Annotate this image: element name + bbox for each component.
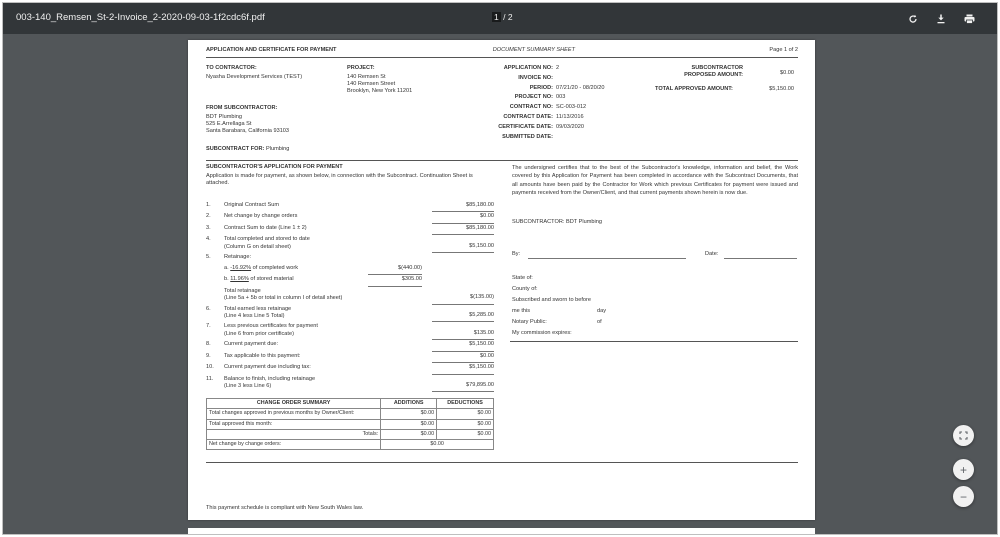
page-label: Page 1 of 2 [769, 47, 798, 53]
line-text: Current payment due: [224, 341, 279, 348]
table-row [207, 419, 494, 429]
total-approved-label: TOTAL APPROVED AMOUNT: [655, 86, 733, 92]
deductions-cell: $0.00 [437, 419, 494, 429]
payment-line [206, 306, 494, 323]
line-text: Total earned less retainage [224, 305, 292, 312]
document-title: APPLICATION AND CERTIFICATE FOR PAYMENT [206, 47, 337, 53]
line-description [224, 376, 430, 391]
line-text: Total completed and stored to date [224, 236, 310, 243]
payment-line [206, 323, 494, 340]
info-value: SC-003-012 [556, 104, 587, 111]
print-icon [964, 14, 975, 24]
document-viewport[interactable] [3, 34, 997, 535]
retainage-a-percent: -16.92% [230, 265, 252, 272]
label-line: Total retainage [224, 287, 261, 294]
payment-line [206, 254, 494, 264]
empty-cell [430, 272, 494, 273]
line-number: 10. [206, 364, 214, 371]
payment-lines [206, 202, 494, 393]
prefix: a. [224, 265, 229, 272]
line-number: 4. [206, 236, 211, 243]
line-description [224, 202, 430, 209]
line-text: Balance to finish, including retainage [224, 375, 316, 382]
table-row [207, 440, 494, 450]
to-contractor-label: TO CONTRACTOR: [206, 65, 257, 71]
line-value: $5,150.00 [430, 341, 494, 349]
subcontractor-signature-label: SUBCONTRACTOR: BDT Plumbing [512, 219, 602, 225]
line-value: $5,150.00 [430, 364, 494, 372]
document-subtitle: DOCUMENT SUMMARY SHEET [492, 47, 576, 53]
subcontract-for-label: SUBCONTRACT FOR: [206, 146, 265, 152]
fit-page-button[interactable] [953, 425, 974, 446]
fit-page-icon [959, 431, 968, 440]
me-this: me this [512, 307, 531, 314]
page-indicator [492, 12, 513, 22]
divider [510, 341, 798, 342]
pdf-viewer [2, 2, 998, 535]
subcontractor-line: 525 E.Arrellaga St [206, 120, 252, 127]
row-label: Total changes approved in previous months by Owner/Client: [207, 409, 381, 419]
notary-line: Notary Public: [512, 318, 547, 325]
line-text: Tax applicable to this payment: [224, 352, 301, 359]
additions-cell: $0.00 [381, 429, 437, 439]
line-number: 5. [206, 254, 211, 261]
line-description [224, 323, 430, 338]
line-text: Less previous certificates for payment [224, 323, 318, 330]
line-number: 11. [206, 375, 214, 382]
payment-line [206, 236, 494, 253]
info-value: 003 [556, 94, 566, 101]
total-retainage-value: $(135.00) [430, 294, 494, 302]
info-value: 11/13/2016 [556, 114, 584, 120]
download-icon [936, 14, 946, 24]
page-number-input[interactable]: 1 [494, 12, 499, 22]
empty-cell [430, 261, 494, 262]
info-label: CERTIFICATE DATE: [498, 123, 553, 130]
subcontractor-line: BDT Plumbing [206, 114, 242, 120]
info-label: CONTRACT NO: [509, 104, 553, 111]
row-label: Total approved this month: [207, 419, 381, 429]
document-header [206, 47, 798, 58]
notary-line: County of: [512, 285, 538, 292]
pdf-page-2 [188, 528, 815, 535]
total-retainage-row [206, 288, 494, 305]
notary-block [512, 273, 607, 338]
subcontractor-proposed-value: $0.00 [780, 70, 794, 76]
retainage-a-text: of completed work [252, 265, 299, 272]
project-label: PROJECT: [347, 65, 375, 71]
deductions-cell: $0.00 [437, 429, 494, 439]
page-total: / 2 [503, 12, 513, 22]
application-intro: Application is made for payment, as shown below, in connection with the Subcontract. Continuation Sheet is attached. [206, 173, 473, 187]
print-button[interactable] [959, 9, 979, 29]
line-description [224, 341, 430, 348]
zoom-out-button[interactable] [953, 486, 974, 507]
retainage-a-row [206, 265, 494, 275]
line-description [224, 236, 430, 251]
rotate-button[interactable] [903, 9, 923, 29]
toolbar [3, 3, 997, 34]
info-value: 07/21/20 - 08/20/20 [556, 84, 605, 91]
line-text: (Line 4 less Line 5 Total) [224, 313, 285, 320]
line-value: $79,895.00 [430, 382, 494, 390]
zoom-in-button[interactable] [953, 459, 974, 480]
payment-line [206, 225, 494, 235]
by-label: By: [512, 251, 521, 257]
line-number: 9. [206, 352, 211, 359]
table-header-row [207, 399, 494, 409]
line-value: $0.00 [430, 353, 494, 361]
row-label: Net change by change orders: [207, 440, 381, 450]
payment-line [206, 213, 494, 223]
project-line: 140 Remsen St [347, 74, 386, 80]
line-number: 6. [206, 305, 211, 312]
retainage-b-percent: 11.96% [230, 276, 249, 283]
payment-lines-1-5 [206, 202, 494, 264]
application-heading: SUBCONTRACTOR'S APPLICATION FOR PAYMENT [206, 164, 343, 170]
payment-line [206, 341, 494, 351]
info-label: SUBMITTED DATE: [502, 133, 553, 140]
line-number: 8. [206, 341, 211, 348]
payment-line [206, 202, 494, 212]
subcontractor-line: Santa Barabara, California 93103 [206, 127, 290, 134]
column-header: ADDITIONS [381, 399, 437, 409]
line-text: (Line 3 less Line 6) [224, 382, 272, 389]
pdf-page-1 [188, 40, 815, 520]
notary-line: My commission expires: [512, 329, 572, 336]
info-label: PERIOD: [529, 84, 553, 91]
line-text: (Line 6 from prior certificate) [224, 330, 294, 337]
label-line: SUBCONTRACTOR [691, 65, 743, 71]
day-of: day of [597, 307, 607, 325]
retainage-b-value: $305.00 [366, 276, 422, 284]
notary-line: Subscribed and sworn to before [512, 296, 591, 303]
line-value: $5,285.00 [430, 312, 494, 320]
info-label: CONTRACT DATE: [503, 114, 553, 120]
subcontractor-proposed-label [651, 65, 743, 78]
retainage-a-value: $(440.00) [366, 265, 422, 273]
line-text: Original Contract Sum [224, 202, 280, 208]
project-address [347, 74, 412, 95]
from-subcontractor-address [206, 114, 289, 135]
from-subcontractor-label: FROM SUBCONTRACTOR: [206, 105, 278, 111]
certification-text: The undersigned certifies that to the best of the Subcontractor's knowledge, information and belief, the Work covered by this Application for Payment has been completed in accordance with the Subcontract Documents, that all amounts have been paid by the Contractor for Work which previous Certificates for payment were issued and payments received from the Owner/Client, and that current payments shown herein is now due. [512, 165, 798, 197]
line-text: Retainage: [224, 254, 252, 261]
to-contractor-value: Nyasha Development Services (TEST) [206, 74, 303, 80]
empty-cell [430, 284, 494, 285]
line-number: 7. [206, 323, 211, 330]
divider [206, 462, 798, 463]
line-text: Contract Sum to date (Line 1 ± 2) [224, 224, 307, 231]
line-text: (Column G on detail sheet) [224, 243, 291, 250]
date-signature-line[interactable] [724, 258, 797, 259]
label-line: (Line 5a + 5b or total in column I of detail sheet) [224, 295, 343, 302]
date-label: Date: [705, 251, 719, 257]
payment-line [206, 364, 494, 374]
line-description [224, 306, 430, 321]
info-label: PROJECT NO: [514, 94, 553, 101]
line-number: 1. [206, 202, 211, 208]
column-header: CHANGE ORDER SUMMARY [207, 399, 381, 409]
row-label: Totals: [207, 429, 381, 439]
line-text: Net change by change orders [224, 213, 298, 220]
line-value: $135.00 [430, 330, 494, 338]
retainage-b-text: of stored material [250, 276, 294, 283]
info-label: APPLICATION NO: [503, 65, 553, 71]
file-name: 003-140_Remsen_St-2-Invoice_2-2020-09-03-1f2cdc6f.pdf [16, 12, 265, 23]
line-description [224, 225, 430, 232]
subcontract-for-value: Plumbing [265, 146, 290, 152]
additions-cell: $0.00 [381, 419, 437, 429]
line-description [224, 353, 430, 360]
prefix: b. [224, 276, 229, 283]
notary-line: State of: [512, 275, 533, 281]
zoom-in-icon: + [959, 462, 967, 477]
line-value: $5,150.00 [430, 243, 494, 251]
line-text: Current payment due including tax: [224, 364, 311, 371]
download-button[interactable] [931, 9, 951, 29]
info-value: 09/03/2020 [556, 123, 584, 130]
zoom-out-icon: − [959, 489, 967, 504]
retainage-a [224, 265, 366, 272]
info-value: 2 [556, 65, 560, 71]
line-description [224, 364, 430, 371]
line-description [224, 213, 430, 220]
info-label: INVOICE NO: [518, 74, 553, 81]
project-line: Brooklyn, New York 11201 [347, 87, 413, 94]
line-number: 3. [206, 224, 211, 231]
change-order-summary-table [206, 398, 494, 450]
line-description [224, 254, 430, 261]
table-row [207, 429, 494, 439]
payment-line [206, 376, 494, 393]
net-change-cell: $0.00 [381, 440, 494, 450]
total-approved-value: $5,150.00 [769, 86, 794, 92]
divider [206, 160, 798, 161]
retainage-b [224, 276, 366, 283]
line-value: $0.00 [430, 213, 494, 221]
by-signature-line[interactable] [528, 258, 686, 259]
line-value: $85,180.00 [430, 225, 494, 233]
rotate-icon [908, 14, 918, 24]
line-value: $85,180.00 [430, 202, 494, 210]
deductions-cell: $0.00 [437, 409, 494, 419]
payment-lines-6-11 [206, 306, 494, 393]
label-line: PROPOSED AMOUNT: [684, 71, 743, 78]
retainage-b-row [206, 276, 494, 286]
payment-line [206, 353, 494, 363]
compliance-footer: This payment schedule is compliant with New South Wales law. [206, 505, 364, 511]
additions-cell: $0.00 [381, 409, 437, 419]
line-number: 2. [206, 213, 211, 220]
total-retainage-label [224, 288, 430, 303]
project-line: 140 Remsen Street [347, 80, 396, 87]
column-header: DEDUCTIONS [437, 399, 494, 409]
table-row [207, 409, 494, 419]
subcontract-for [206, 146, 289, 154]
